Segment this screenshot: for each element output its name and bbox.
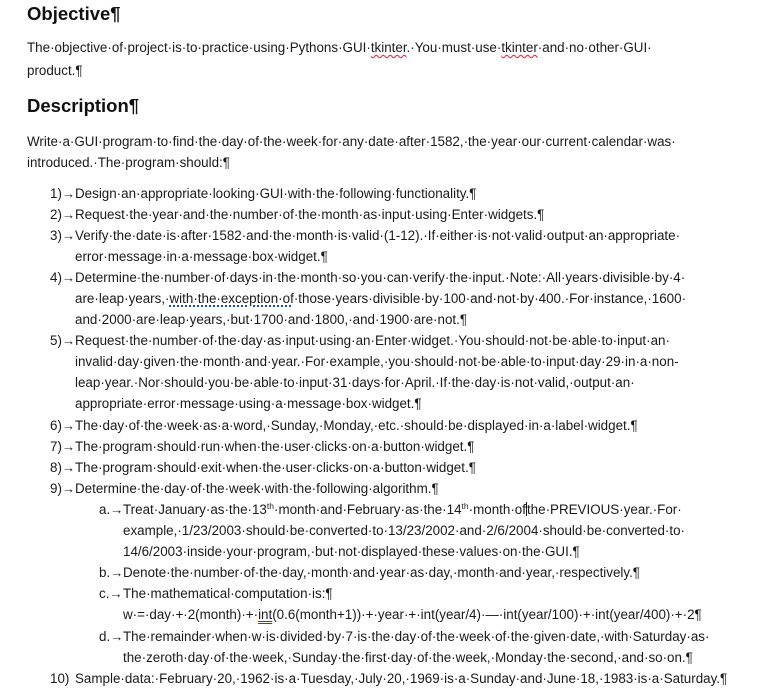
- item-6-number: 6)→: [50, 418, 76, 433]
- sub-a-text-1c: ·month·of: [468, 502, 526, 517]
- item-9-number: 9)→: [50, 481, 76, 496]
- sub-c-text-1: The·mathematical·computation·is:¶: [123, 586, 333, 601]
- description-heading: Description¶: [27, 95, 140, 116]
- item-4-text-2b: ·those·years·divisible·by·100·and·not·by·400.·For·instance,·1600·: [293, 291, 687, 306]
- sub-a-text-1: [123, 502, 682, 518]
- item-3-text-2: error·message·in·a·message·box·widget.¶: [75, 249, 328, 264]
- item-1-number: 1)→: [50, 186, 76, 201]
- objective-text-1: The·objective·of·project·is·to·practice·using·Pythons·GUI·: [27, 40, 371, 55]
- item-5-text-1: Request·the·number·of·the·day·as·input·using·an·Enter·widget.·You·should·not·be·able·to·input·an·: [75, 333, 670, 348]
- item-5-number: 5)→: [50, 333, 76, 348]
- item-3-number: 3)→: [50, 228, 76, 243]
- item-9-text: Determine·the·day·of·the·week·with·the·following·algorithm.¶: [75, 481, 439, 496]
- sub-b-text: Denote·the·number·of·the·day,·month·and·year·as·day,·month·and·year,·respectively.¶: [123, 565, 640, 580]
- sub-a-text-3: 14/6/2003·inside·your·program,·but·not·displayed·these·values·on·the·GUI.¶: [123, 544, 580, 559]
- item-2-text: Request·the·year·and·the·number·of·the·month·as·input·using·Enter·widgets.¶: [75, 207, 545, 222]
- item-4-number: 4)→: [50, 270, 76, 285]
- sub-a-text-2: example,·1/23/2003·should·be·converted·to·13/23/2002·and·2/6/2004·should·be·converted·to·: [123, 523, 686, 538]
- item-7-text: The·program·should·run·when·the·user·clicks·on·a·button·widget.¶: [75, 439, 475, 454]
- grammar-flag-exception: with·the·exception·of: [169, 291, 294, 306]
- item-4-text-2a: are·leap·years,·: [75, 291, 170, 306]
- item-4-text-1: Determine·the·number·of·days·in·the·month·so·you·can·verify·the·input.·Note:·All·years·divisible·by·4·: [75, 270, 686, 285]
- sup-th-1: th: [266, 501, 274, 511]
- sub-d-text-1: The·remainder·when·w·is·divided·by·7·is·the·day·of·the·week·of·the·given·date,·with·Saturday·as·: [123, 629, 710, 644]
- item-5-text-2: invalid·day·given·the·month·and·year.·For·example,·you·should·not·be·able·to·input·day·29·in·a·non-: [75, 354, 679, 369]
- item-3-text-1: Verify·the·date·is·after·1582·and·the·month·is·valid·(1-12).·If·either·is·not·valid·output·an·appropriate·: [75, 228, 681, 243]
- item-7-number: 7)→: [50, 439, 76, 454]
- formula-part-2: (0.6(month+1))·+·year·+·int(year/4)·—·int(year/100)·+·int(year/400)·+·2¶: [272, 607, 702, 622]
- description-line-1: Write·a·GUI·program·to·find·the·day·of·the·week·for·any·date·after·1582,·the·year·our·current·calendar·was·: [27, 134, 676, 149]
- sub-d-label: d.→: [99, 629, 124, 644]
- spell-tkinter-2: tkinter: [501, 40, 538, 55]
- item-5-text-3: leap·year.·Nor·should·you·be·able·to·input·31·days·for·April.·If·the·day·is·not·valid,·output·an·: [75, 375, 635, 390]
- objective-text-3: ·and·no·other·GUI·: [537, 40, 652, 55]
- item-4-text-2: [75, 291, 686, 307]
- sup-th-2: th: [461, 501, 469, 511]
- item-4-text-3: and·2000·are·leap·years,·but·1700·and·1800,·and·1900·are·not.¶: [75, 312, 468, 327]
- item-1-text: Design·an·appropriate·looking·GUI·with·the·following·functionality.¶: [75, 186, 477, 201]
- grammar-flag-int: int: [258, 607, 273, 622]
- item-8-text: The·program·should·exit·when·the·user·clicks·on·a·button·widget.¶: [75, 460, 476, 475]
- sub-a-text-1b: ·month·and·February·as·the·14: [273, 502, 462, 517]
- sub-c-formula: [123, 607, 702, 623]
- sub-a-label: a.→: [99, 502, 124, 517]
- sub-a-text-1d: the·PREVIOUS·year.·For·: [526, 502, 682, 517]
- formula-part-1: w·=·day·+·2(month)·+·: [123, 607, 259, 622]
- item-8-number: 8)→: [50, 460, 76, 475]
- item-6-text: The·day·of·the·week·as·a·word,·Sunday,·Monday,·etc.·should·be·displayed·in·a·label·widget.¶: [75, 418, 638, 433]
- item-10-number: 10): [50, 671, 70, 686]
- objective-heading: Objective¶: [27, 3, 121, 24]
- sub-a-text-1a: Treat·January·as·the·13: [123, 502, 267, 517]
- sub-b-label: b.→: [99, 565, 124, 580]
- sub-d-text-2: the·zeroth·day·of·the·week,·Sunday·the·first·day·of·the·week,·Monday·the·second,·and·so·on.¶: [123, 650, 693, 665]
- objective-line-1: [27, 40, 652, 56]
- spell-tkinter-1: tkinter: [370, 40, 407, 55]
- description-line-2: introduced.·The·program·should:¶: [27, 155, 230, 170]
- item-5-text-4: appropriate·error·message·using·a·message·box·widget.¶: [75, 396, 422, 411]
- objective-text-2: .·You·must·use·: [406, 40, 502, 55]
- item-2-number: 2)→: [50, 207, 76, 222]
- sub-c-label: c.→: [99, 586, 123, 601]
- item-10-text: Sample·data:·February·20,·1962·is·a·Tuesday,·July·20,·1969·is·a·Sunday·and·June·18,·1983·is·a·Saturday.¶: [75, 671, 728, 686]
- objective-line-2: product.¶: [27, 63, 83, 78]
